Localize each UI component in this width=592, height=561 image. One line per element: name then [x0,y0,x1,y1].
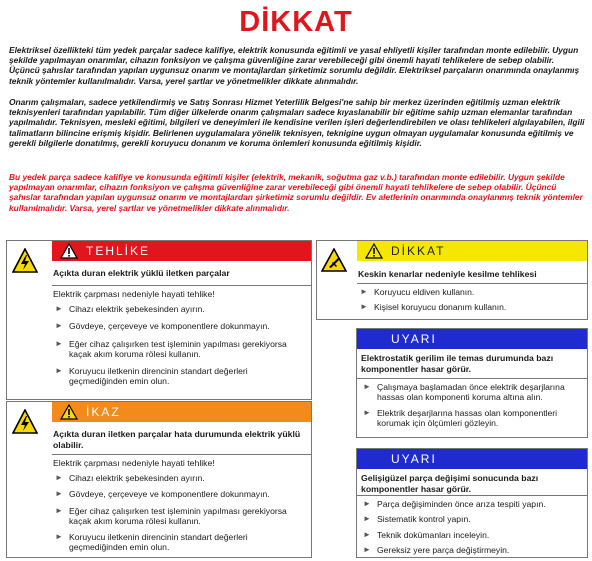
list-item: ► Sistematik kontrol yapın. [363,514,471,525]
warning-triangle-icon [365,243,383,259]
arrow-right-icon: ► [363,529,371,539]
cut-hazard-icon [321,248,347,272]
intro-paragraph-3-red: Bu yedek parça sadece kalifiye ve konusunda eğitimli kişiler (elektrik, mekanik, soğutma gaz v.b.) tarafından monte edilebilir. Uygun şekilde yapılmayan onarımlar, cihazın fonksiyon ve çalışma güvenliğine zarar verebileceği gibi önemli hayati tehlikelere de sebep olabilir. Üçüncü şahıslar tarafından yapılan uygunsuz onarım ve montajlardan şirketimiz sorumlu değildir. Ev aletlerinin onarımında onaylanmış teknik yöntemler kullanılmalıdır. Varsa, yerel şartlar ve yönetmelikler dikkate alınmalıdır. [9,172,583,213]
ikaz-lead: Elektrik çarpması nedeniyle hayati tehlike! [53,458,215,468]
ikaz-banner [52,402,311,422]
list-item: ► Koruyucu iletkenin direncinin standart değerleri geçmediğinden emin olun. [55,532,248,553]
uyari-label-2: UYARI [391,452,437,466]
uyari-subtitle-1: Elektrostatik gerilim ile temas durumunda bazı komponentler hasar görür. [361,353,554,374]
list-item: ► Eğer cihaz çalışırken test işleminin yapılması gerekiyorsa kaçak akım koruma rölesi kullanın. [55,338,287,359]
arrow-right-icon: ► [55,338,63,348]
list-item: ► Gövdeye, çerçeveye ve komponentlere dokunmayın. [55,321,270,332]
arrow-right-icon: ► [363,514,371,524]
divider [357,378,587,379]
arrow-right-icon: ► [55,473,63,482]
dikkat-subtitle: Keskin kenarlar nedeniyle kesilme tehlikesi [358,269,537,279]
uyari-panel-2 [356,448,588,558]
arrow-right-icon: ► [55,505,63,515]
arrow-right-icon: ► [360,287,368,296]
tehlike-panel [6,240,312,400]
uyari-subtitle-2: Gelişigüzel parça değişimi sonucunda bazı komponentler hasar görür. [361,473,539,494]
list-item: ► Cihazı elektrik şebekesinden ayırın. [55,473,205,483]
list-item: ► Eğer cihaz çalışırken test işleminin yapılması gerekiyorsa kaçak akım koruma rölesi kullanın. [55,505,287,526]
arrow-right-icon: ► [55,304,63,313]
list-item: ► Parça değişiminden önce arıza tespiti yapın. [363,499,546,509]
intro-paragraph-2: Onarım çalışmaları, sadece yetkilendirmiş ve Satış Sonrası Hizmet Yeterlilik Belgesi'ne sahip bir merkez üzerinden eğitilmiş uzman elektrik teknisyenleri tarafından yapılabilir. Tüm diğer ülkelerde onarım çalışmaları sadece kıyaslanabilir bir eğitime sahip uzman elemanlar tarafından yapılmalıdır. Teknisyen, mesleki eğitimi, bilgileri ve deneyimleri ile kendisine verilen işleri değerlendirebilen ve olası tehlikeleri algılayabilen, ilgili talimatların bilincine erişmiş kişidir. Belirlenen uygulamalara yönelik teknisyen, teknigine uygun olmayan uygulamalar konusunda eğitilmiş ve gerekli bilgilerle donatılmış, gerekli koruyucu donanım ve koruma önlemleri konusunda eğitilmiş kişidir. [9,97,585,148]
warning-triangle-icon [60,404,78,420]
ikaz-label: İKAZ [86,405,121,419]
list-item: ► Çalışmaya başlamadan önce elektrik deşarjlarına hassas olan komponenti koruma altına alın. [363,382,565,403]
list-item: ► Elektrik deşarjlarına hassas olan komponentleri korumak için ölçümleri gözleyin. [363,407,558,428]
ikaz-list [53,473,303,553]
tehlike-lead: Elektrik çarpması nedeniyle hayati tehlike! [53,289,215,299]
intro-paragraph-1: Elektriksel özellikteki tüm yedek parçalar sadece kalifiye, elektrik konusunda eğitimli ve yasal ehliyetli kişiler tarafından monte edilebilir. Uygun şekilde yapılmayan onarımlar, cihazın fonksiyon ve çalışma güvenliğine zarar verebileceği gibi önemli hayati tehlikelere de sebep olabilir. Üçüncü şahıslar tarafından yapılan uygunsuz onarım ve montajlardan şirketimiz sorumlu değildir. Elektriksel parçaların onarımında onaylanmış teknik yöntemler kullanılmalıdır. Varsa, yerel şartlar ve yönetmelikler dikkate alınmalıdır. [9,45,580,86]
uyari-panel-1 [356,328,588,438]
list-item: ► Cihazı elektrik şebekesinden ayırın. [55,304,205,314]
ikaz-panel [6,401,312,558]
arrow-right-icon: ► [55,489,63,499]
warning-triangle-icon [60,243,78,259]
uyari-list-1 [361,382,583,428]
list-item: ► Kişisel koruyucu donanım kullanın. [360,302,507,313]
uyari-banner-1 [357,329,587,349]
page-title: DİKKAT [239,6,353,38]
uyari-banner-2 [357,449,587,469]
arrow-right-icon: ► [363,544,371,554]
tehlike-subtitle: Açıkta duran elektrik yüklü iletken parçalar [53,268,230,278]
list-item: ► Teknik dokümanları inceleyin. [363,529,490,540]
arrow-right-icon: ► [55,321,63,331]
tehlike-list [53,304,303,387]
divider [52,285,311,286]
divider [357,495,587,496]
dikkat-list [358,287,583,313]
arrow-right-icon: ► [363,407,371,417]
arrow-right-icon: ► [363,382,371,391]
arrow-right-icon: ► [55,532,63,542]
electric-hazard-icon [12,248,38,273]
uyari-list-2 [361,499,583,555]
divider [52,454,311,455]
tehlike-label: TEHLİKE [86,244,151,258]
dikkat-banner [357,241,587,261]
list-item: ► Gövdeye, çerçeveye ve komponentlere dokunmayın. [55,489,270,500]
dikkat-panel [316,240,588,320]
ikaz-subtitle: Açıkta duran iletken parçalar hata durumunda elektrik yüklü olabilir. [53,429,301,450]
divider [357,283,587,284]
arrow-right-icon: ► [363,499,371,508]
list-item: ► Koruyucu eldiven kullanın. [360,287,475,297]
list-item: ► Koruyucu iletkenin direncinin standart değerleri geçmediğinden emin olun. [55,366,248,387]
dikkat-label: DİKKAT [391,244,446,258]
list-item: ► Gereksiz yere parça değiştirmeyin. [363,544,510,555]
uyari-label-1: UYARI [391,332,437,346]
electric-hazard-icon [12,409,38,434]
tehlike-banner [52,241,311,261]
arrow-right-icon: ► [360,302,368,312]
arrow-right-icon: ► [55,366,63,376]
